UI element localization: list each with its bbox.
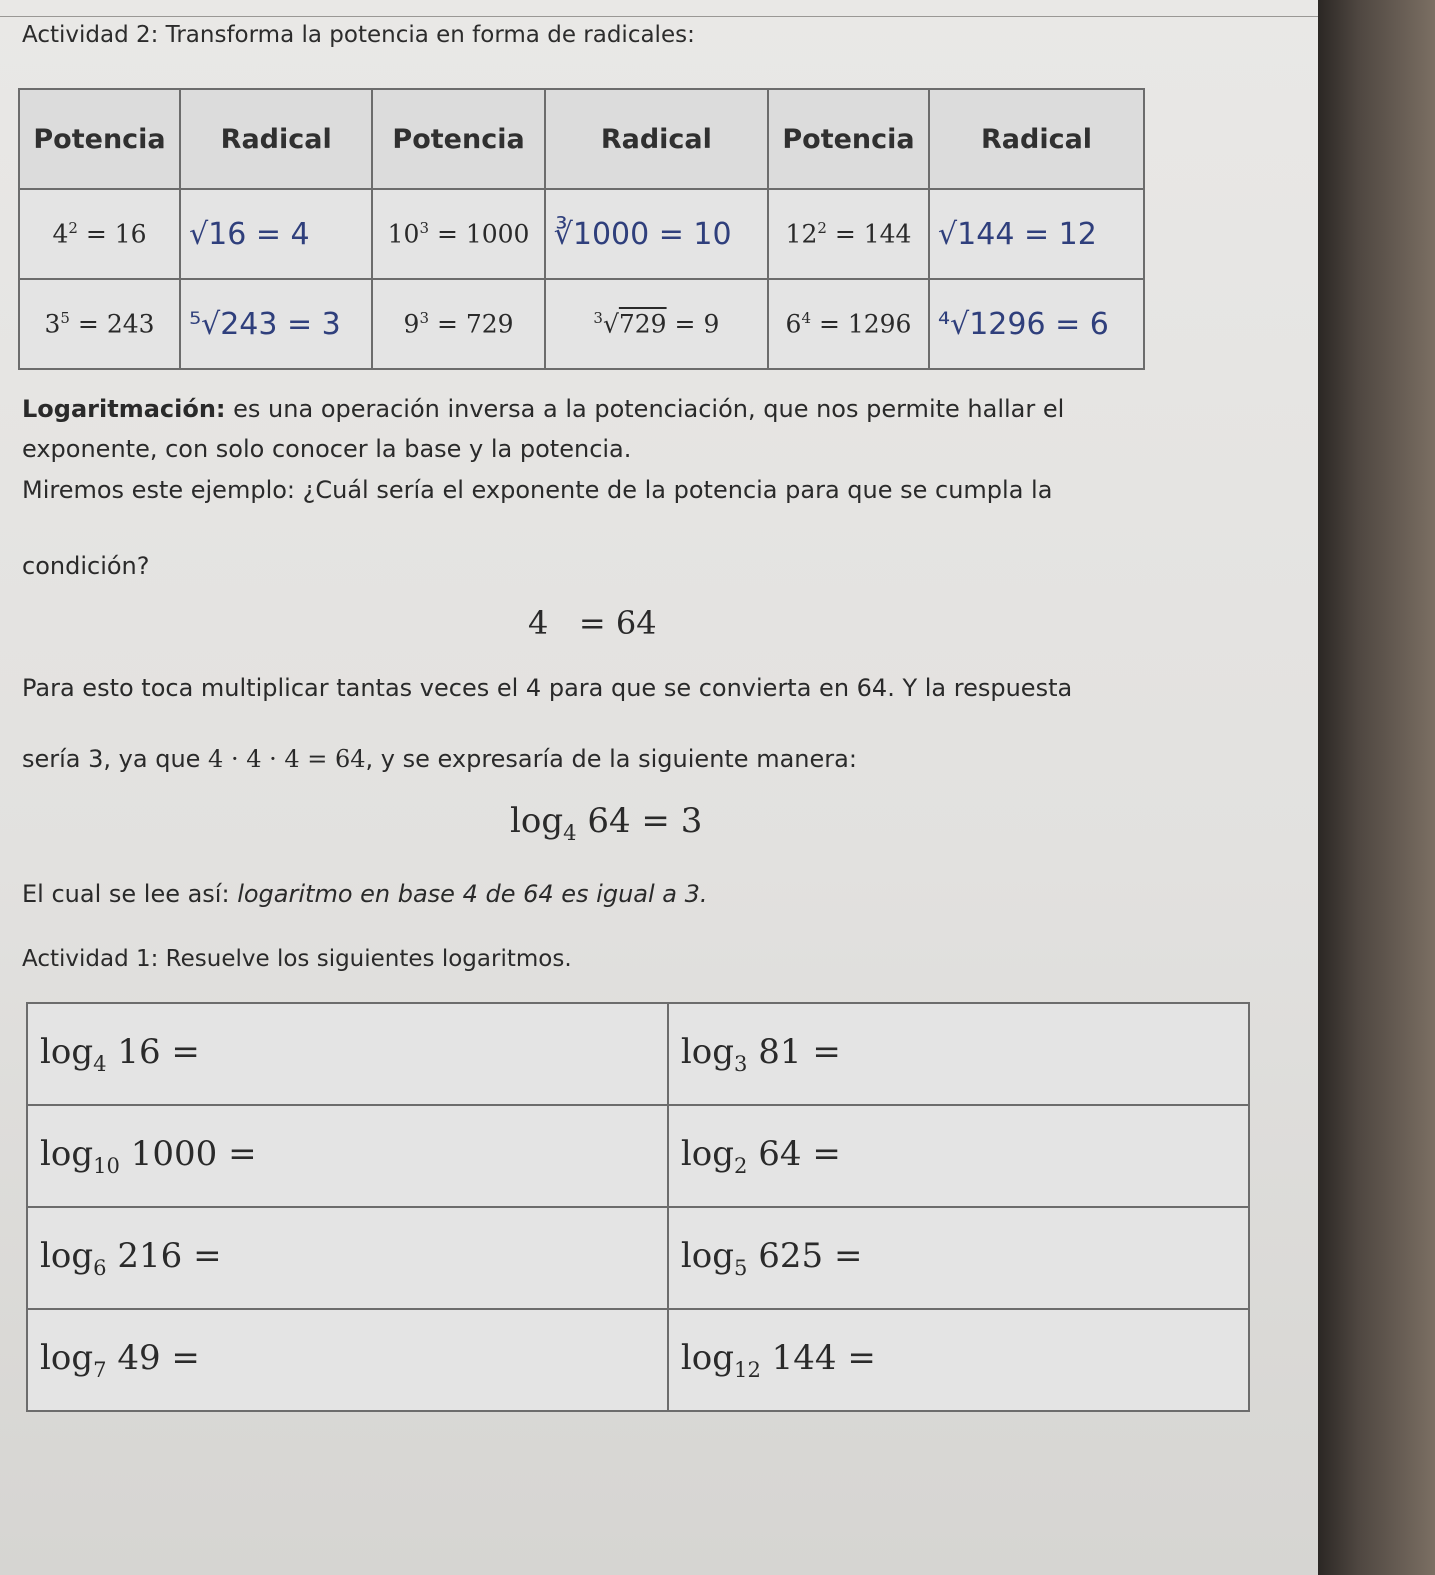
handwritten-answer: √16 = 4 [180, 189, 372, 279]
header-radical-1: Radical [180, 89, 372, 189]
header-potencia-2: Potencia [372, 89, 544, 189]
activity1-row-3 [27, 1207, 1249, 1309]
definition-line-2: exponente, con solo conocer la base y la potencia. [22, 435, 632, 463]
activity1-table [26, 1002, 1250, 1412]
handwritten-answer: ⁴√1296 = 6 [929, 279, 1144, 369]
background-shadow [1318, 0, 1435, 1575]
activity1-row-2 [27, 1105, 1249, 1207]
log-exercise: $\log_7 49$ = [27, 1309, 668, 1411]
explanation-line-1: Para esto toca multiplicar tantas veces el 4 para que se convierta en 64. Y la respuesta [22, 674, 1073, 702]
log-exercise: $\log_4 16$ = [27, 1003, 668, 1105]
definition-line-1: Logaritmación: es una operación inversa a la potenciación, que nos permite hallar el [22, 395, 1065, 423]
activity1-heading: Actividad 1: Resuelve los siguientes logaritmos. [22, 946, 572, 972]
log-exercise: $\log_{10} 1000$ = [27, 1105, 668, 1207]
example-logarithm: $\log_4 64 = 3$ [510, 801, 703, 845]
activity2-heading: Actividad 2: Transforma la potencia en forma de radicales: [22, 22, 695, 48]
log-exercise: $\log_2 64$ = [668, 1105, 1249, 1207]
power-cell: $6^4 = 1296$ [768, 279, 929, 369]
log-exercise: $\log_5 625$ = [668, 1207, 1249, 1309]
activity2-header-row [19, 89, 1144, 189]
header-potencia-1: Potencia [19, 89, 180, 189]
header-radical-2: Radical [545, 89, 768, 189]
reading-line: El cual se lee así: logaritmo en base 4 de 64 es igual a 3. [22, 880, 708, 908]
power-cell: $10^3 = 1000$ [372, 189, 544, 279]
header-potencia-3: Potencia [768, 89, 929, 189]
power-cell: $9^3 = 729$ [372, 279, 544, 369]
activity1-row-4 [27, 1309, 1249, 1411]
handwritten-answer: ∛1000 = 10 [545, 189, 768, 279]
power-cell: $12^2 = 144$ [768, 189, 929, 279]
activity2-row-1 [19, 189, 1144, 279]
log-exercise: $\log_6 216$ = [27, 1207, 668, 1309]
example-equation: 4 = 64 [528, 604, 657, 642]
activity2-table [18, 88, 1145, 370]
explanation-line-2: sería 3, ya que 4 · 4 · 4 = 64, y se expresaría de la siguiente manera: [22, 745, 857, 773]
log-exercise: $\log_{12} 144$ = [668, 1309, 1249, 1411]
top-strip [0, 0, 1318, 17]
question-line-1: Miremos este ejemplo: ¿Cuál sería el exponente de la potencia para que se cumpla la [22, 476, 1053, 504]
handwritten-answer: √144 = 12 [929, 189, 1144, 279]
power-cell: $4^2 = 16$ [19, 189, 180, 279]
log-exercise: $\log_3 81$ = [668, 1003, 1249, 1105]
radical-cell: $^3$√729 = 9 [545, 279, 768, 369]
activity2-row-2 [19, 279, 1144, 369]
question-line-2: condición? [22, 552, 150, 580]
activity1-row-1 [27, 1003, 1249, 1105]
header-radical-3: Radical [929, 89, 1144, 189]
handwritten-answer: ⁵√243 = 3 [180, 279, 372, 369]
power-cell: $3^5 = 243$ [19, 279, 180, 369]
